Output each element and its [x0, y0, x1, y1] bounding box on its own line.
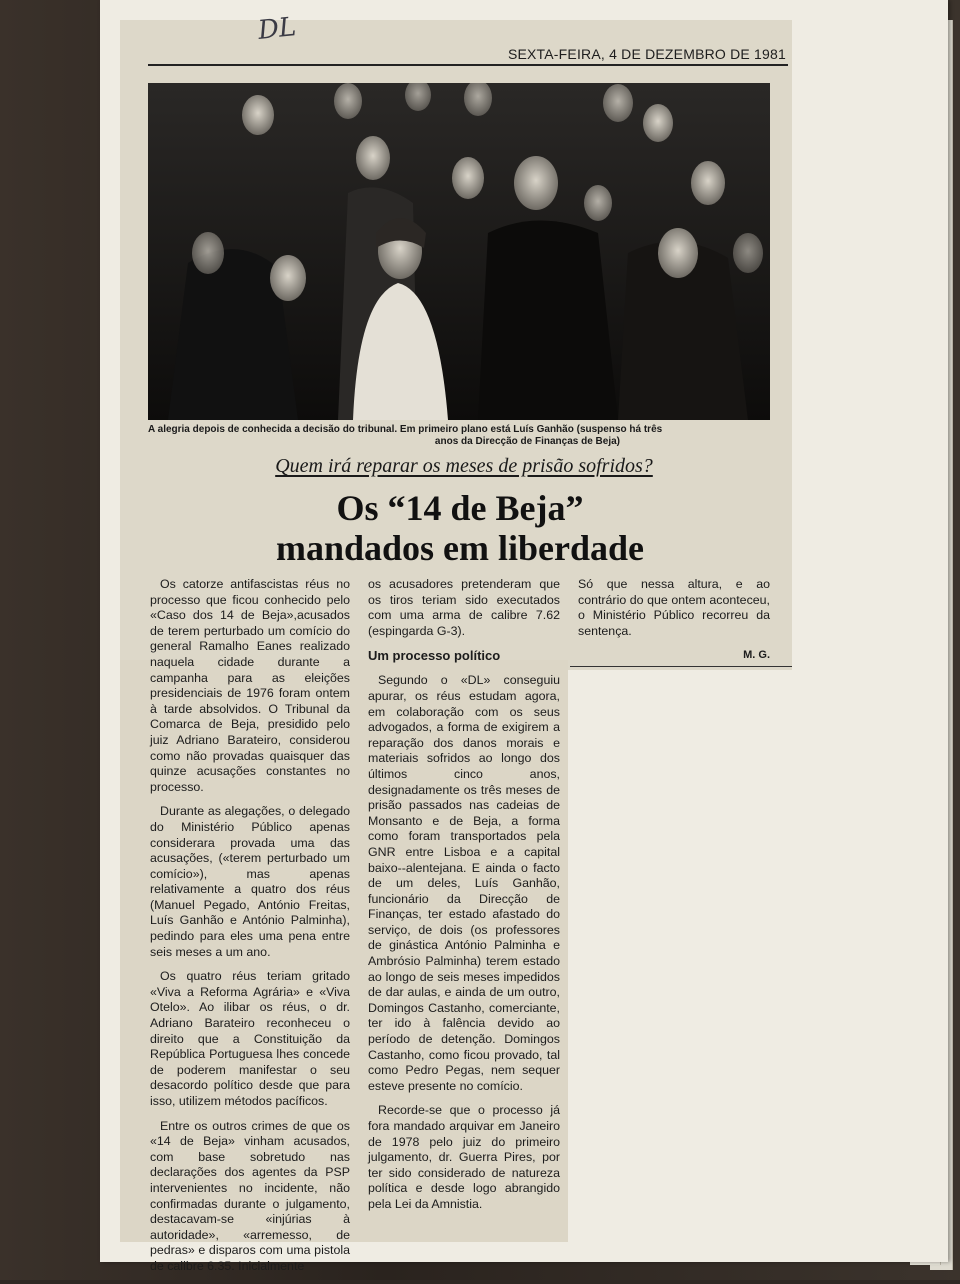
article-kicker: Quem irá reparar os meses de prisão sofridos?: [275, 455, 653, 477]
author-signature: M. G.: [743, 649, 770, 662]
paragraph: Durante as alegações, o delegado do Ministério Público apenas considerara provada uma das acusações, («terem perturbado um comício»), mas apenas relativamente a quatro dos réus (Manuel Pegado, António Freitas, Luís Ganhão e António Palminha), pedindo para eles uma pena entre seis meses a um ano.: [150, 804, 350, 959]
article-end-rule: [570, 666, 792, 667]
section-subhead: Um processo político: [368, 648, 501, 664]
paragraph: Entre os outros crimes de que os «14 de Beja» vinham acusados, com base sobretudo nas declarações dos agentes da PSP intervenientes no incidente, não confirmadas durante o julgamento, destacavam-se «injúrias à autoridade», «arremesso, de pedras» e disparos com uma pistola de calibre 6.35. Inicialmente: [150, 1118, 350, 1273]
paragraph: Recorde-se que o processo já fora mandado arquivar em Janeiro de 1978 pelo juiz do primeiro julgamento, dr. Guerra Pires, por ter sido considerado de natureza política e desde logo abrangido pela Lei da Amnistia.: [368, 1103, 560, 1211]
paragraph: Os catorze antifascistas réus no processo que ficou conhecido pelo «Caso dos 14 de Beja»,acusados de terem perturbado um comício do general Ramalho Eanes realizado naquela cidade durante a campanha para as eleições presidenciais de 1976 foram ontem à tarde absolvidos. O Tribunal da Comarca de Beja, presidido pelo juiz Adriano Barateiro, considerou como não provadas quaisquer das quinze acusações constantes no processo.: [150, 577, 350, 794]
article-column-3: [578, 577, 770, 673]
dateline: SEXTA-FEIRA, 4 DE DEZEMBRO DE 1981: [507, 46, 786, 62]
article-column-2: [368, 577, 560, 1222]
headline-line-2: mandados em liberdade: [275, 528, 645, 568]
article-headline: [160, 488, 760, 568]
news-photo: [148, 83, 770, 420]
handwritten-margin-note: DL: [256, 12, 298, 46]
header-rule: [148, 64, 788, 66]
article-column-1: [150, 577, 350, 1284]
caption-line-1: A alegria depois de conhecida a decisão do tribunal. Em primeiro plano está Luís Ganhão (suspenso há três: [148, 424, 663, 435]
paragraph: Os quatro réus teriam gritado «Viva a Reforma Agrária» e «Viva Otelo». Ao ilibar os réus, o dr. Adriano Barateiro reconheceu o direito que a Constituição da República Portuguesa lhes concede de poderem manifestar o seu desacordo político desde que para isso, utilizem métodos pacíficos.: [150, 969, 350, 1108]
paragraph: os acusadores pretenderam que os tiros teriam sido executados com uma arma de calibre 7.62 (espingarda G-3).: [368, 577, 560, 638]
headline-line-1: Os “14 de Beja”: [336, 488, 584, 528]
photo-caption: [148, 424, 772, 448]
paragraph: Só que nessa altura, e ao contrário do que ontem aconteceu, o Ministério Público recorreu da sentença.: [578, 577, 770, 638]
crowd-photo-image: [148, 83, 770, 420]
caption-line-2: anos da Direcção de Finanças de Beja): [434, 436, 620, 447]
paragraph: Segundo o «DL» conseguiu apurar, os réus estudam agora, em colaboração com os seus advogados, a forma de exigirem a reparação dos danos morais e materiais sofridos ao longo dos últimos cinco anos, designadamente os três meses de prisão passados nas cadeias de Monsanto e de Beja, a forma como foram transportados pela GNR entre Lisboa e a capital baixo--alentejana. E ainda o facto de um deles, Luís Ganhão, funcionário da Direcção de Finanças, ter estado afastado do serviço, de dois (os professores de ginástica António Palminha e Ambrósio Palminha) terem estado ao longo de seis meses impedidos de dar aulas, e ainda de um outro, Domingos Castanho, comerciante, ter ido à falência devido ao período de detenção. Domingos Castanho, como ficou provado, tal como Pedro Pegas, nem sequer esteve presente no comício.: [368, 673, 560, 1093]
